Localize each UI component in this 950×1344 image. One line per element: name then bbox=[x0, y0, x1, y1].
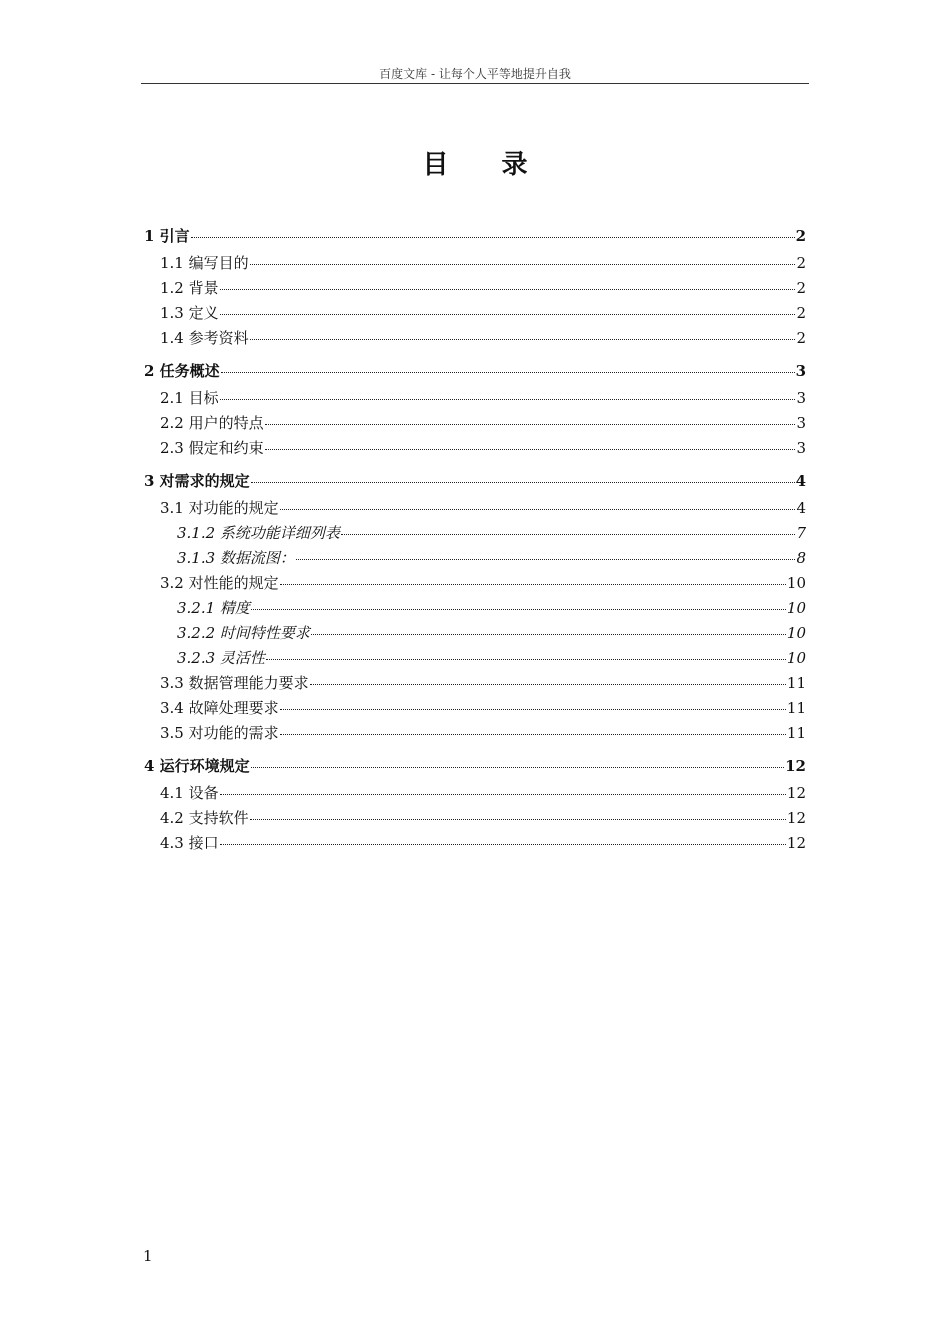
toc-entry[interactable] bbox=[144, 469, 806, 494]
toc-entry-page: 2 bbox=[796, 279, 806, 297]
toc-entry-label: 3.1.3 数据流图： bbox=[177, 549, 295, 567]
toc-entry[interactable] bbox=[144, 721, 806, 746]
toc-entry-label: 1 引言 bbox=[144, 227, 190, 245]
toc-entry-label: 3.3 数据管理能力要求 bbox=[160, 674, 309, 692]
page-number: 1 bbox=[143, 1247, 153, 1265]
toc-entry[interactable] bbox=[144, 806, 806, 831]
toc-entry[interactable] bbox=[144, 386, 806, 411]
toc-entry-label: 3.2.2 时间特性要求 bbox=[177, 624, 310, 642]
toc-entry-page: 11 bbox=[786, 699, 806, 717]
toc-entry[interactable] bbox=[144, 596, 806, 621]
page-header: 百度文库 - 让每个人平等地提升自我 bbox=[379, 67, 571, 81]
toc-entry-page: 8 bbox=[796, 549, 806, 567]
toc-dot-leader bbox=[280, 509, 796, 510]
toc-entry-page: 3 bbox=[796, 414, 806, 432]
toc-dot-leader bbox=[311, 634, 786, 635]
toc-entry-page: 10 bbox=[786, 649, 806, 667]
toc-title: 目 录 bbox=[422, 150, 550, 180]
toc-dot-leader bbox=[310, 684, 786, 685]
toc-entry-page: 12 bbox=[786, 784, 806, 802]
toc-entry-label: 3.2 对性能的规定 bbox=[160, 574, 279, 592]
toc-entry[interactable] bbox=[144, 521, 806, 546]
toc-dot-leader bbox=[251, 482, 795, 483]
toc-entry[interactable] bbox=[144, 359, 806, 384]
toc-dot-leader bbox=[250, 264, 796, 265]
toc-entry[interactable] bbox=[144, 436, 806, 461]
table-of-contents bbox=[144, 224, 806, 856]
toc-entry-page: 12 bbox=[785, 757, 806, 775]
toc-entry[interactable] bbox=[144, 696, 806, 721]
toc-entry[interactable] bbox=[144, 546, 806, 571]
toc-dot-leader bbox=[265, 449, 796, 450]
toc-entry-label: 1.3 定义 bbox=[160, 304, 219, 322]
toc-entry[interactable] bbox=[144, 754, 806, 779]
toc-entry[interactable] bbox=[144, 411, 806, 436]
toc-entry[interactable] bbox=[144, 251, 806, 276]
toc-dot-leader bbox=[296, 559, 796, 560]
toc-entry-page: 3 bbox=[796, 389, 806, 407]
toc-entry-label: 3 对需求的规定 bbox=[144, 472, 250, 490]
toc-dot-leader bbox=[250, 819, 786, 820]
toc-entry-label: 1.1 编写目的 bbox=[160, 254, 249, 272]
toc-entry-label: 2.1 目标 bbox=[160, 389, 219, 407]
toc-entry[interactable] bbox=[144, 224, 806, 249]
toc-dot-leader bbox=[266, 659, 786, 660]
toc-entry[interactable] bbox=[144, 571, 806, 596]
toc-entry-label: 2.3 假定和约束 bbox=[160, 439, 264, 457]
toc-dot-leader bbox=[220, 794, 786, 795]
toc-entry[interactable] bbox=[144, 326, 806, 351]
toc-entry-label: 2.2 用户的特点 bbox=[160, 414, 264, 432]
toc-entry-label: 1.2 背景 bbox=[160, 279, 219, 297]
toc-entry-page: 10 bbox=[786, 624, 806, 642]
toc-dot-leader bbox=[220, 314, 796, 315]
toc-entry-page: 4 bbox=[795, 472, 806, 490]
toc-entry-page: 11 bbox=[786, 724, 806, 742]
toc-dot-leader bbox=[280, 709, 786, 710]
toc-entry-label: 3.2.1 精度 bbox=[177, 599, 250, 617]
toc-entry-label: 3.1 对功能的规定 bbox=[160, 499, 279, 517]
toc-entry[interactable] bbox=[144, 276, 806, 301]
toc-entry-label: 3.5 对功能的需求 bbox=[160, 724, 279, 742]
toc-dot-leader bbox=[280, 584, 786, 585]
toc-entry-page: 2 bbox=[796, 304, 806, 322]
toc-entry-page: 12 bbox=[786, 834, 806, 852]
toc-dot-leader bbox=[221, 372, 795, 373]
toc-entry[interactable] bbox=[144, 496, 806, 521]
toc-entry-label: 2 任务概述 bbox=[144, 362, 220, 380]
toc-entry-page: 2 bbox=[796, 254, 806, 272]
toc-entry[interactable] bbox=[144, 621, 806, 646]
toc-entry-label: 3.4 故障处理要求 bbox=[160, 699, 279, 717]
toc-dot-leader bbox=[251, 767, 784, 768]
toc-entry-page: 10 bbox=[786, 599, 806, 617]
toc-entry-page: 7 bbox=[796, 524, 806, 542]
toc-dot-leader bbox=[191, 237, 795, 238]
toc-dot-leader bbox=[341, 534, 796, 535]
toc-entry-page: 4 bbox=[796, 499, 806, 517]
toc-dot-leader bbox=[220, 289, 796, 290]
toc-dot-leader bbox=[220, 844, 786, 845]
toc-entry-page: 12 bbox=[786, 809, 806, 827]
toc-entry[interactable] bbox=[144, 646, 806, 671]
toc-entry[interactable] bbox=[144, 671, 806, 696]
toc-entry[interactable] bbox=[144, 301, 806, 326]
toc-entry-page: 10 bbox=[786, 574, 806, 592]
toc-entry-page: 2 bbox=[796, 329, 806, 347]
toc-dot-leader bbox=[265, 424, 796, 425]
toc-dot-leader bbox=[280, 734, 786, 735]
toc-entry-label: 4.2 支持软件 bbox=[160, 809, 249, 827]
toc-entry[interactable] bbox=[144, 831, 806, 856]
toc-entry-label: 4.3 接口 bbox=[160, 834, 219, 852]
toc-entry-label: 3.2.3 灵活性 bbox=[177, 649, 265, 667]
toc-entry-page: 3 bbox=[795, 362, 806, 380]
header-divider bbox=[141, 83, 809, 84]
toc-entry-label: 4 运行环境规定 bbox=[144, 757, 250, 775]
toc-entry-page: 11 bbox=[786, 674, 806, 692]
toc-entry-label: 3.1.2 系统功能详细列表 bbox=[177, 524, 340, 542]
toc-entry-page: 2 bbox=[795, 227, 806, 245]
toc-dot-leader bbox=[251, 609, 786, 610]
toc-entry[interactable] bbox=[144, 781, 806, 806]
toc-entry-label: 1.4 参考资料 bbox=[160, 329, 249, 347]
toc-entry-page: 3 bbox=[796, 439, 806, 457]
toc-entry-label: 4.1 设备 bbox=[160, 784, 219, 802]
toc-dot-leader bbox=[250, 339, 796, 340]
toc-dot-leader bbox=[220, 399, 796, 400]
